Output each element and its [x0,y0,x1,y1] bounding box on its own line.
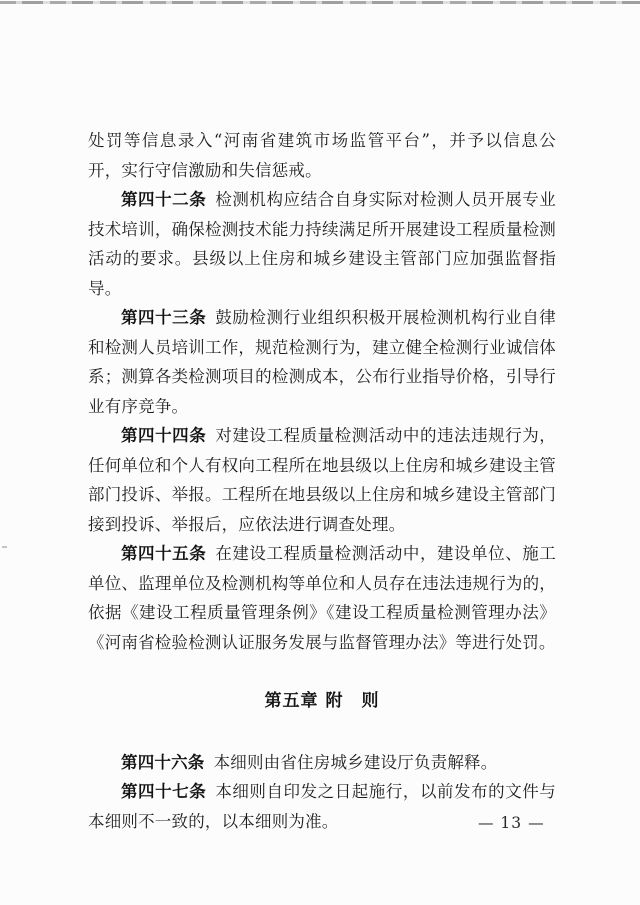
article-number: 第四十二条 [121,190,207,209]
article-text: 对建设工程质量检测活动中的违法违规行为，任何单位和个人有权向工程所在地县级以上住房和城乡建设主管部门投诉、举报。工程所在地县级以上住房和城乡建设主管部门接到投诉、举报后，应依法进行调查处理。 [88,426,557,534]
article-text: 在建设工程质量检测活动中，建设单位、施工单位、监理单位及检测机构等单位和人员存在违法违规行为的，依据《建设工程质量管理条例》《建设工程质量检测管理办法》《河南省检验检测认证服务发展与监督管理办法》等进行处罚。 [88,544,557,652]
article-text: 鼓励检测行业组织积极开展检测机构行业自律和检测人员培训工作，规范检测行为，建立健全检测行业诚信体系；测算各类检测项目的检测成本，公布行业指导价格，引导行业有序竞争。 [88,308,557,416]
page-number: — 13 — [478,814,545,832]
article-text: 检测机构应结合自身实际对检测人员开展专业技术培训，确保检测技术能力持续满足所开展建设工程质量检测活动的要求。县级以上住房和城乡建设主管部门应加强监督指导。 [88,190,557,298]
document-body [88,126,556,836]
article-text: 本细则自印发之日起施行，以前发布的文件与本细则不一致的，以本细则为准。 [88,782,557,831]
article-text: 本细则由省住房城乡建设厅负责解释。 [213,752,498,772]
scan-artifact-left-margin [2,546,7,548]
article-number: 第四十三条 [121,308,207,327]
article-number: 第四十七条 [121,782,207,801]
chapter-heading: 第五章 附 则 [264,691,380,711]
article-number: 第四十六条 [121,752,205,772]
article-number: 第四十五条 [121,544,207,563]
paragraph [88,126,556,185]
scan-artifact-top-edge [0,1,640,4]
paragraph [88,185,556,303]
paragraph [88,539,556,657]
article-paragraphs [88,126,556,657]
paragraph [88,748,556,778]
paragraph [88,421,556,539]
paragraph [88,303,556,421]
article-text: 处罚等信息录入“河南省建筑市场监管平台”，并予以信息公开，实行守信激励和失信惩戒。 [88,131,556,180]
article-number: 第四十四条 [121,426,207,445]
